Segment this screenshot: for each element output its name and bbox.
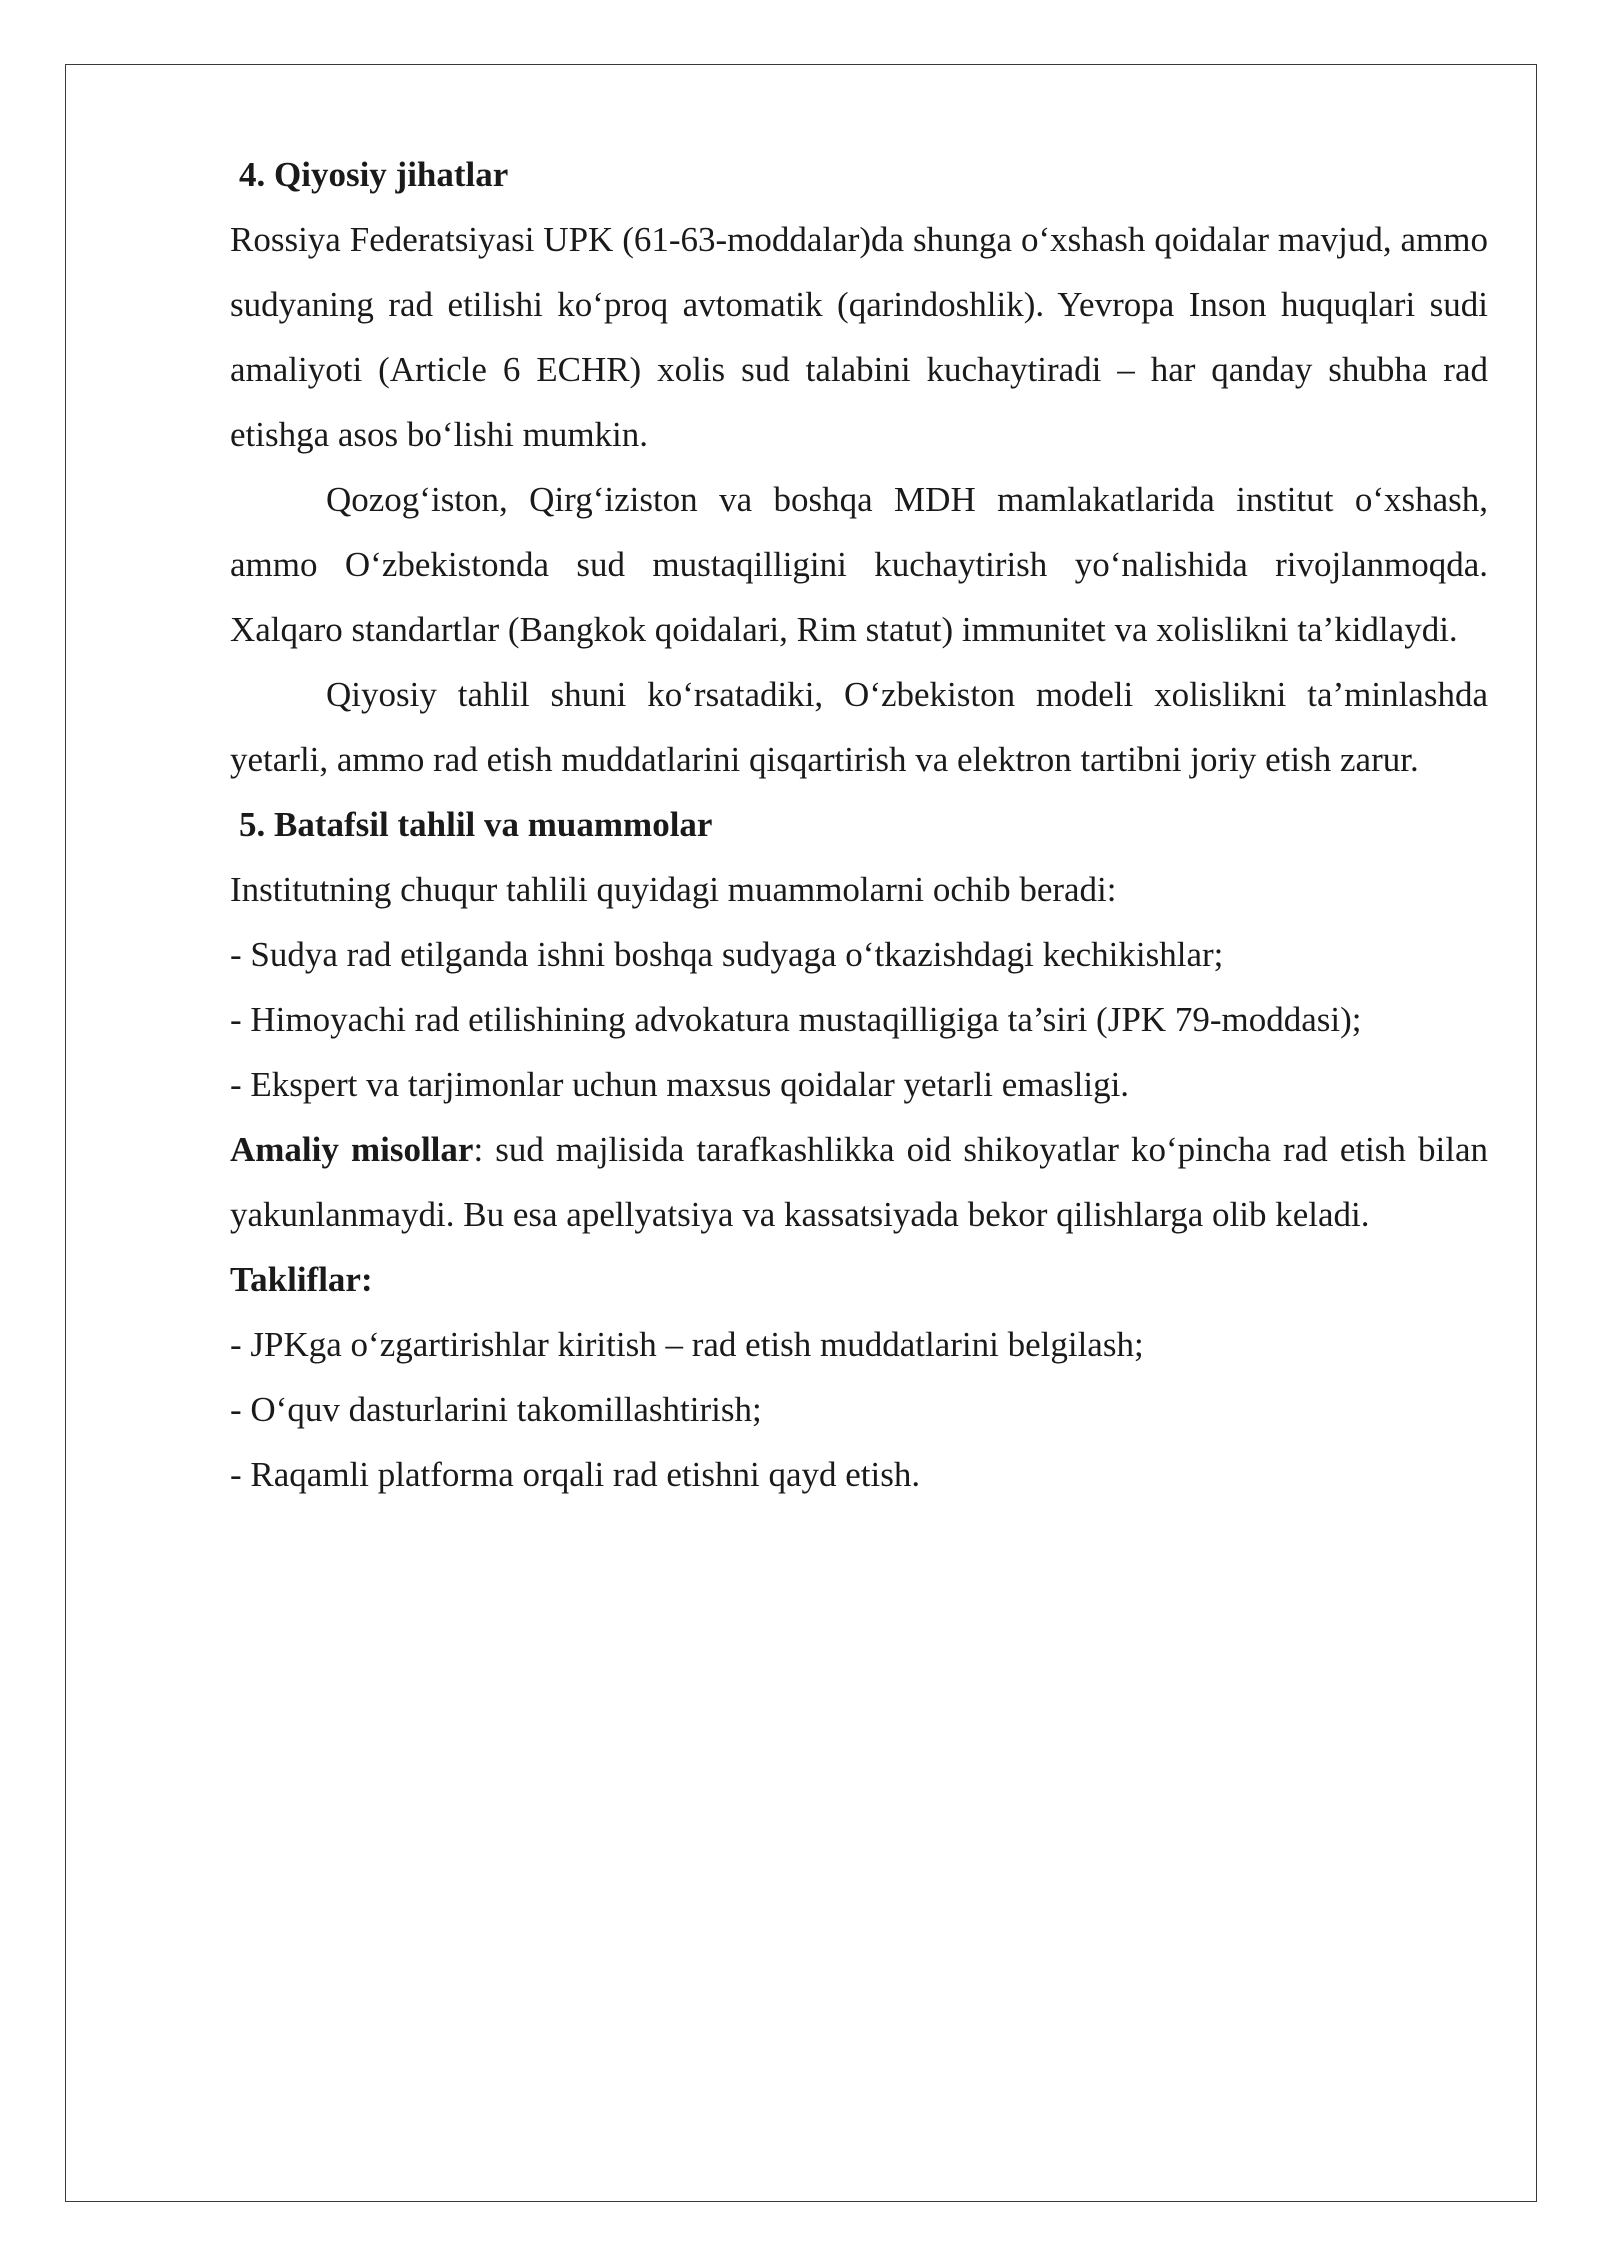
practical-examples-label: Amaliy misollar	[230, 1130, 474, 1169]
practical-examples-paragraph	[230, 1117, 1488, 1247]
section-4-paragraph-2: Qozog‘iston, Qirg‘iziston va boshqa MDH mamlakatlarida institut o‘xshash, ammo O‘zbekistonda sud mustaqilligini kuchaytirish yo‘nalishida rivojlanmoqda. Xalqaro standartlar (Bangkok qoidalari, Rim statut) immunitet va xolislikni ta’kidlaydi.	[230, 480, 1488, 649]
practical-examples-text: : sud majlisida tarafkashlikka oid shikoyatlar ko‘pincha rad etish bilan yakunlanmaydi. Bu esa apellyatsiya va kassatsiyada bekor qilishlarga olib keladi.	[230, 1130, 1488, 1234]
section-5-heading: 5. Batafsil tahlil va muammolar	[239, 805, 713, 844]
section-4-heading: 4. Qiyosiy jihatlar	[239, 155, 509, 194]
problem-item: - Himoyachi rad etilishining advokatura mustaqilligiga ta’siri (JPK 79-moddasi);	[230, 1000, 1362, 1039]
proposal-item: - Raqamli platforma orqali rad etishni qayd etish.	[230, 1455, 921, 1494]
section-4-paragraph-3: Qiyosiy tahlil shuni ko‘rsatadiki, O‘zbekiston modeli xolislikni ta’minlashda yetarli, ammo rad etish muddatlarini qisqartirish va elektron tartibni joriy etish zarur.	[230, 675, 1488, 779]
section-4-paragraph-1: Rossiya Federatsiyasi UPK (61-63-moddalar)da shunga o‘xshash qoidalar mavjud, ammo sudyaning rad etilishi ko‘proq avtomatik (qarindoshlik). Yevropa Inson huquqlari sudi amaliyoti (Article 6 ECHR) xolis sud talabini kuchaytiradi – har qanday shubha rad etishga asos bo‘lishi mumkin.	[230, 220, 1488, 454]
document-body	[230, 142, 1488, 1507]
section-5-intro: Institutning chuqur tahlili quyidagi muammolarni ochib beradi:	[230, 870, 1117, 909]
problem-item: - Ekspert va tarjimonlar uchun maxsus qoidalar yetarli emasligi.	[230, 1065, 1130, 1104]
proposal-item: - O‘quv dasturlarini takomillashtirish;	[230, 1390, 762, 1429]
proposal-item: - JPKga o‘zgartirishlar kiritish – rad etish muddatlarini belgilash;	[230, 1325, 1144, 1364]
problem-item: - Sudya rad etilganda ishni boshqa sudyaga o‘tkazishdagi kechikishlar;	[230, 935, 1224, 974]
proposals-label: Takliflar:	[230, 1260, 373, 1299]
